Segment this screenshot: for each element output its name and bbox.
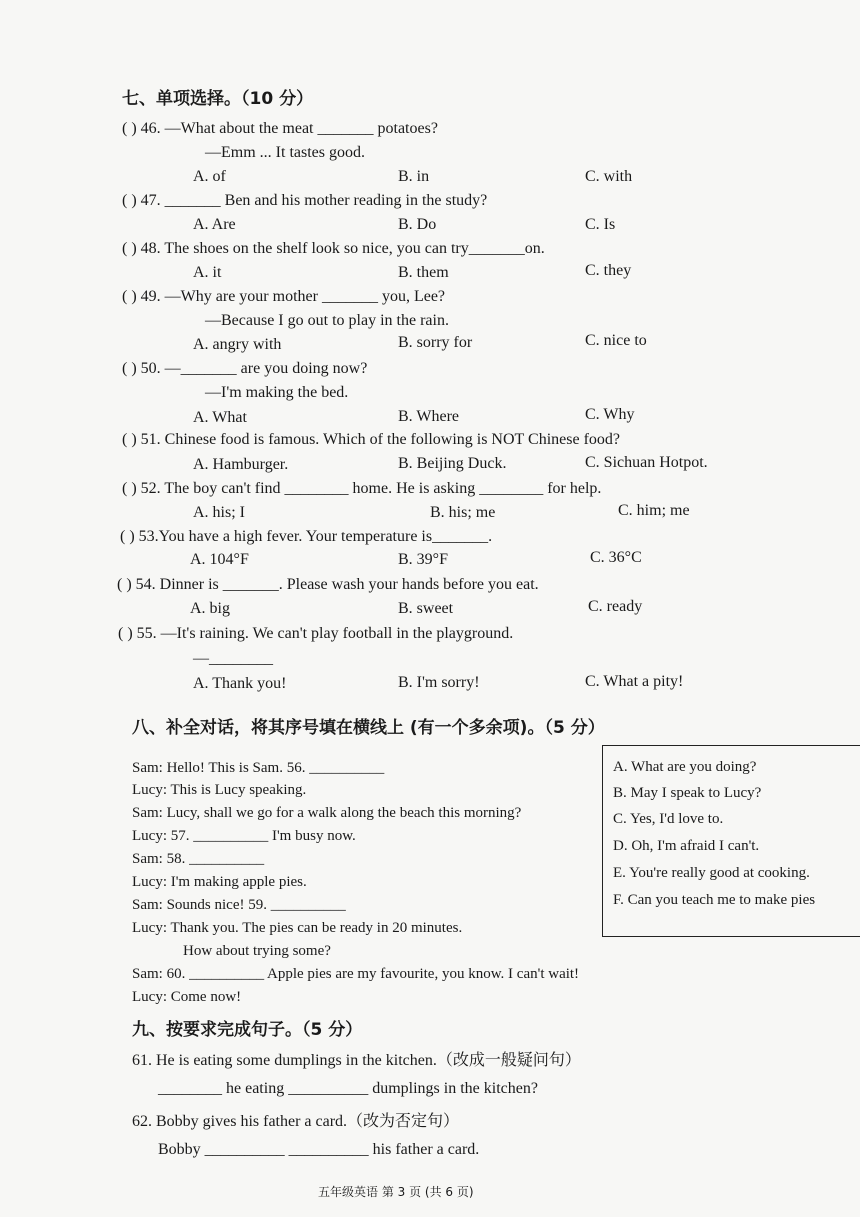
option-item: F. Can you teach me to make pies [613,892,816,908]
dialogue-line: Sam: Sounds nice! 59. __________ [132,897,346,913]
option-c: C. Why [585,406,635,423]
option-b: B. them [398,264,449,281]
option-a: A. angry with [193,336,282,353]
option-c: C. Is [585,216,616,233]
option-a: A. Hamburger. [193,456,289,473]
option-item: D. Oh, I'm afraid I can't. [613,838,760,854]
option-b: B. 39°F [398,551,448,568]
option-b: B. Do [398,216,437,233]
question-55-stem: ( ) 55. —It's raining. We can't play football in the playground. [118,625,514,642]
question-50-stem: ( ) 50. —_______ are you doing now? [122,360,368,377]
option-c: C. him; me [618,502,690,519]
option-a: A. his; I [193,504,245,521]
dialogue-line: Lucy: I'm making apple pies. [132,874,307,890]
option-b: B. his; me [430,504,496,521]
option-item: E. You're really good at cooking. [613,865,810,881]
question-50-line-2: —I'm making the bed. [205,384,349,401]
question-49-stem: ( ) 49. —Why are your mother _______ you, Lee? [122,288,446,305]
item-61-prompt: 61. He is eating some dumplings in the kitchen.（改成一般疑问句） [132,1052,581,1069]
option-b: B. I'm sorry! [398,674,480,691]
option-c: C. nice to [585,332,647,349]
dialogue-line: Lucy: This is Lucy speaking. [132,782,307,798]
question-54-stem: ( ) 54. Dinner is _______. Please wash your hands before you eat. [117,576,539,593]
option-a: A. of [193,168,226,185]
dialogue-line: Lucy: Thank you. The pies can be ready in 20 minutes. [132,920,463,936]
option-c: C. What a pity! [585,673,684,690]
option-b: B. sorry for [398,334,473,351]
option-b: B. sweet [398,600,454,617]
option-c: C. 36°C [590,549,642,566]
dialogue-line: Sam: Hello! This is Sam. 56. __________ [132,760,385,776]
option-item: B. May I speak to Lucy? [613,785,762,801]
dialogue-line: Sam: Lucy, shall we go for a walk along the beach this morning? [132,805,522,821]
question-51-stem: ( ) 51. Chinese food is famous. Which of the following is NOT Chinese food? [122,431,620,448]
option-c: C. with [585,168,633,185]
question-55-line-2: —________ [193,650,273,667]
dialogue-line: Sam: 58. __________ [132,851,265,867]
question-48-stem: ( ) 48. The shoes on the shelf look so nice, you can try_______on. [122,240,545,257]
item-62-prompt: 62. Bobby gives his father a card.（改为否定句） [132,1113,460,1130]
option-a: A. What [193,409,247,426]
dialogue-line: Lucy: 57. __________ I'm busy now. [132,828,356,844]
section-7-title: 七、单项选择。（10 分） [122,89,314,109]
option-a: A. Are [193,216,236,233]
question-47-stem: ( ) 47. _______ Ben and his mother reading in the study? [122,192,488,209]
page-footer: 五年级英语 第 3 页 (共 6 页) [318,1185,474,1199]
option-a: A. big [190,600,230,617]
dialogue-line: How about trying some? [183,943,331,959]
question-46-stem: ( ) 46. —What about the meat _______ potatoes? [122,120,438,137]
option-c: C. ready [588,598,643,615]
option-b: B. Where [398,408,460,425]
option-b: B. in [398,168,430,185]
question-53-stem: ( ) 53.You have a high fever. Your temperature is_______. [120,528,493,545]
option-c: C. Sichuan Hotpot. [585,454,708,471]
option-a: A. Thank you! [193,675,287,692]
question-52-stem: ( ) 52. The boy can't find ________ home. He is asking ________ for help. [122,480,602,497]
option-item: C. Yes, I'd love to. [613,811,724,827]
question-49-line-2: —Because I go out to play in the rain. [205,312,449,329]
option-item: A. What are you doing? [613,759,757,775]
section-9-title: 九、按要求完成句子。（5 分） [132,1020,363,1040]
item-61-answer-line: ________ he eating __________ dumplings in the kitchen? [158,1080,538,1097]
item-62-answer-line: Bobby __________ __________ his father a card. [158,1141,480,1158]
question-46-line-2: —Emm ... It tastes good. [205,144,365,161]
option-c: C. they [585,262,632,279]
option-a: A. it [193,264,222,281]
dialogue-line: Sam: 60. __________ Apple pies are my favourite, you know. I can't wait! [132,966,580,982]
option-b: B. Beijing Duck. [398,455,507,472]
dialogue-line: Lucy: Come now! [132,989,242,1005]
section-8-title: 八、补全对话，将其序号填在横线上 (有一个多余项)。（5 分） [132,718,605,738]
option-a: A. 104°F [190,551,249,568]
